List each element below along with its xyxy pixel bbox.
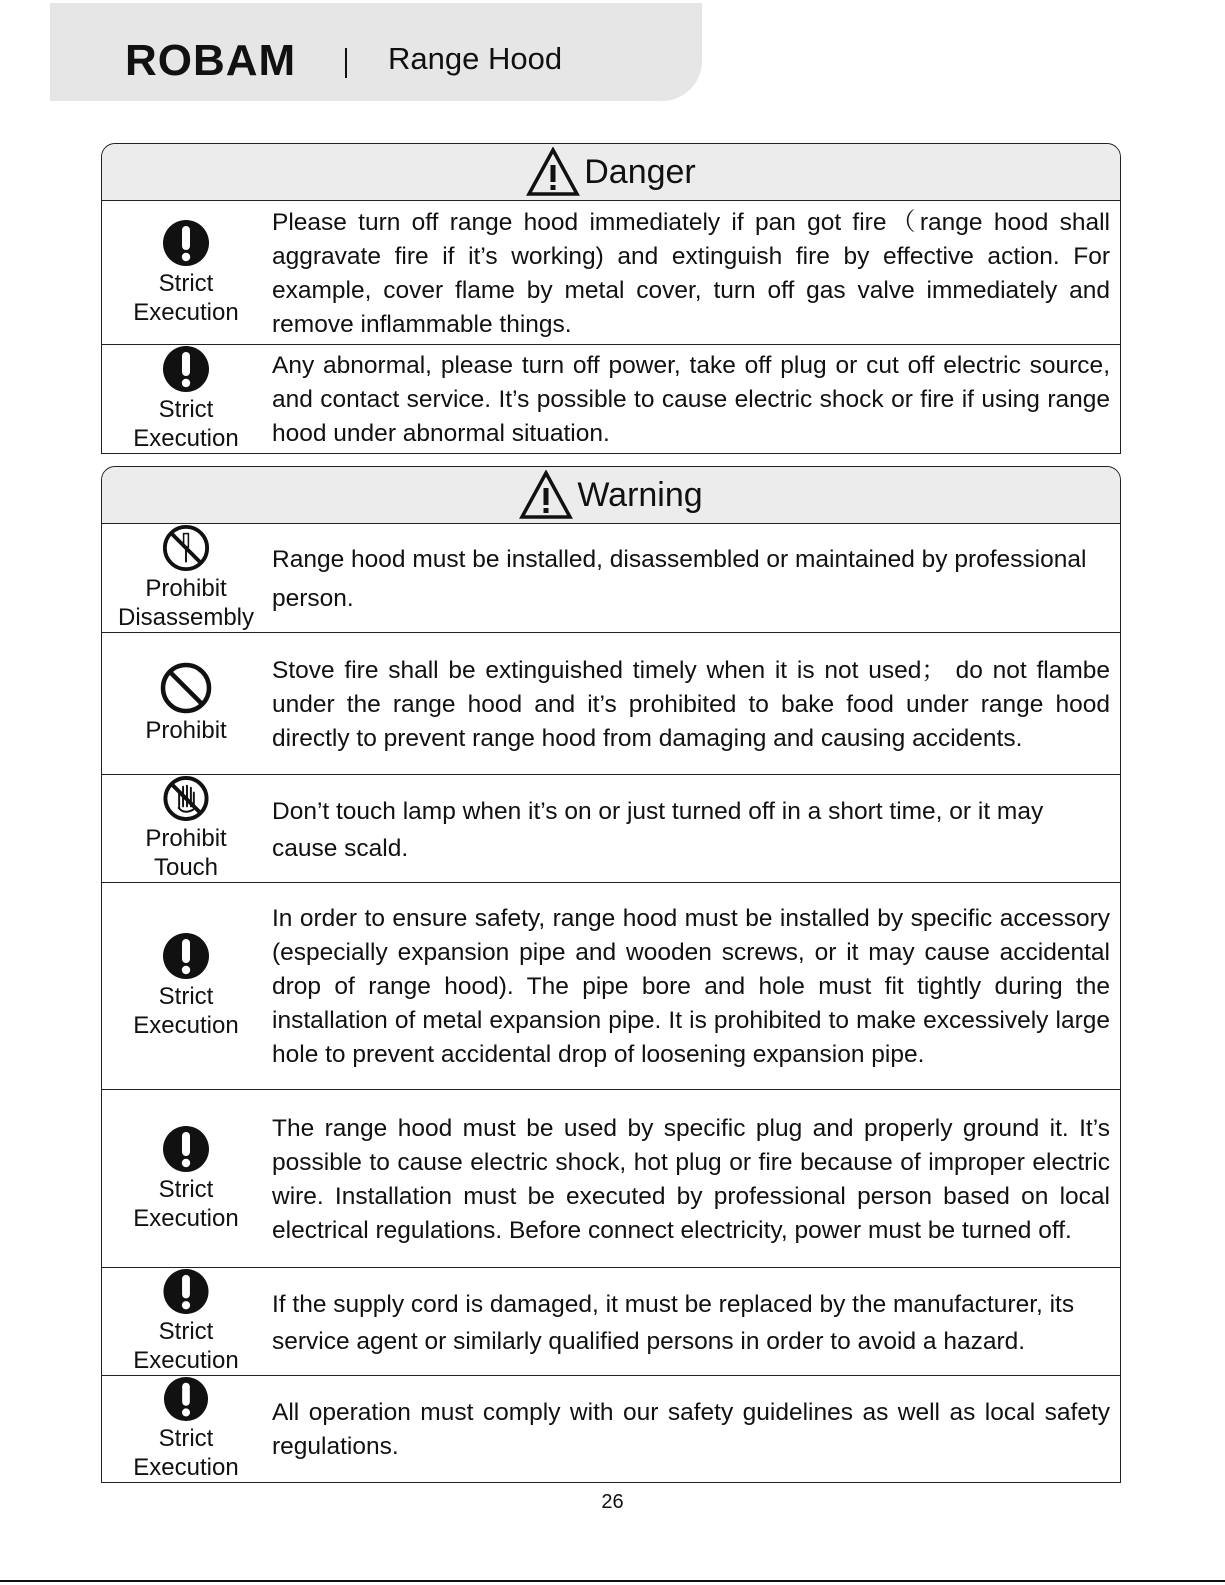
product-name: Range Hood — [388, 41, 563, 76]
row-label-1: Strict — [158, 1175, 214, 1203]
warning-section — [101, 466, 1121, 1483]
prohibit-icon — [159, 662, 213, 714]
bottom-rule — [0, 1580, 1225, 1582]
row-icon-cell — [102, 883, 270, 1089]
prohibit-touch-icon — [160, 775, 212, 822]
row-label-2: Execution — [133, 298, 239, 326]
warning-row — [102, 775, 1120, 883]
row-text: If the supply cord is damaged, it must be replaced by the manufacturer, its service agent or similarly qualified persons in order to avoid a hazard. — [272, 1290, 1075, 1355]
warning-row — [102, 1376, 1120, 1482]
row-label-1: Strict — [158, 983, 214, 1010]
row-icon-cell — [102, 345, 270, 453]
row-text-cell — [270, 345, 1120, 453]
page-number: 26 — [601, 1491, 624, 1513]
row-text: Stove fire shall be extinguished timely when it is not used； do not flambe under the range hood and it’s prohibited to bake food under range hood directly to prevent range hood from damaging and causing accidents. — [272, 656, 1110, 752]
row-text-cell — [270, 633, 1120, 774]
row-icon-cell — [102, 1090, 270, 1267]
row-label-2: Disassembly — [117, 604, 255, 631]
row-label-2: Execution — [133, 425, 239, 452]
row-text-cell — [270, 1376, 1120, 1482]
row-text: The range hood must be used by specific plug and properly ground it. It’s possible to cause electric shock, hot plug or fire because of improper electric wire. Installation must be executed by professional person based on local electrical regulations. Before connect electricity, power must be turned off. — [272, 1114, 1110, 1244]
exclamation-icon — [162, 1268, 210, 1315]
danger-row — [102, 345, 1120, 453]
warning-title: Warning — [577, 475, 703, 514]
row-icon-cell — [102, 524, 270, 632]
exclamation-icon — [162, 1125, 210, 1173]
row-icon-cell — [102, 775, 270, 882]
row-text-cell — [270, 1090, 1120, 1267]
row-label-2: Execution — [133, 1454, 239, 1481]
warning-row — [102, 883, 1120, 1090]
warning-row — [102, 633, 1120, 775]
warning-row — [102, 1268, 1120, 1376]
prohibit-disassembly-icon — [160, 524, 212, 572]
warning-triangle-icon — [519, 470, 573, 520]
warning-triangle-icon — [526, 147, 580, 197]
row-icon-cell — [102, 633, 270, 774]
row-text-cell — [270, 883, 1120, 1089]
row-text: Range hood must be installed, disassembled or maintained by professional person. — [272, 546, 1087, 612]
exclamation-icon — [162, 219, 210, 267]
row-text: In order to ensure safety, range hood must be installed by specific accessory (especially expansion pipe and wooden screws, or it may cause accidental drop of range hood). The pipe bore and hole must fit tightly during the installation of metal expansion pipe. It is prohibited to make excessively large hole to prevent accidental drop of loosening expansion pipe. — [272, 905, 1110, 1068]
warning-heading — [102, 467, 1120, 524]
row-text-cell — [270, 201, 1120, 344]
row-icon-cell — [102, 201, 270, 344]
warning-row — [102, 1090, 1120, 1268]
row-text-cell — [270, 775, 1120, 882]
row-label-1: Strict — [158, 269, 214, 297]
row-text-cell — [270, 1268, 1120, 1375]
row-icon-cell — [102, 1376, 270, 1482]
row-text: Please turn off range hood immediately if pan got fire（range hood shall aggravate fire if it’s working) and extinguish fire by effective action. For example, cover flame by metal cover, turn off gas valve immediately and remove inflammable things. — [272, 208, 1110, 338]
exclamation-icon — [162, 932, 210, 980]
row-label-2: Execution — [133, 1347, 239, 1374]
exclamation-icon — [162, 1376, 210, 1422]
danger-title: Danger — [584, 152, 696, 191]
row-label-1: Strict — [158, 1425, 214, 1452]
row-label-1: Strict — [158, 396, 214, 423]
row-label-1: Strict — [158, 1318, 214, 1345]
danger-row — [102, 201, 1120, 345]
row-text-cell — [270, 524, 1120, 632]
row-icon-cell — [102, 1268, 270, 1375]
row-label-1: Prohibit — [145, 575, 227, 602]
row-label-2: Touch — [153, 854, 219, 881]
danger-heading — [102, 144, 1120, 201]
row-text: Any abnormal, please turn off power, take off plug or cut off electric source, and contact service. It’s possible to cause electric shock or fire if using range hood under abnormal situation. — [272, 352, 1110, 447]
row-label-2: Execution — [133, 1204, 239, 1232]
header-banner — [50, 3, 702, 101]
row-label-1: Prohibit — [145, 825, 227, 852]
brand-logo: ROBAM — [125, 36, 297, 85]
row-label-2: Execution — [133, 1012, 239, 1039]
header-divider — [345, 48, 347, 78]
exclamation-icon — [162, 345, 210, 393]
warning-row — [102, 524, 1120, 633]
row-text: All operation must comply with our safety guidelines as well as local safety regulations. — [272, 1399, 1110, 1460]
row-text: Don’t touch lamp when it’s on or just turned off in a short time, or it may cause scald. — [272, 797, 1044, 862]
danger-section — [101, 143, 1121, 454]
row-label-1: Prohibit — [145, 717, 227, 744]
